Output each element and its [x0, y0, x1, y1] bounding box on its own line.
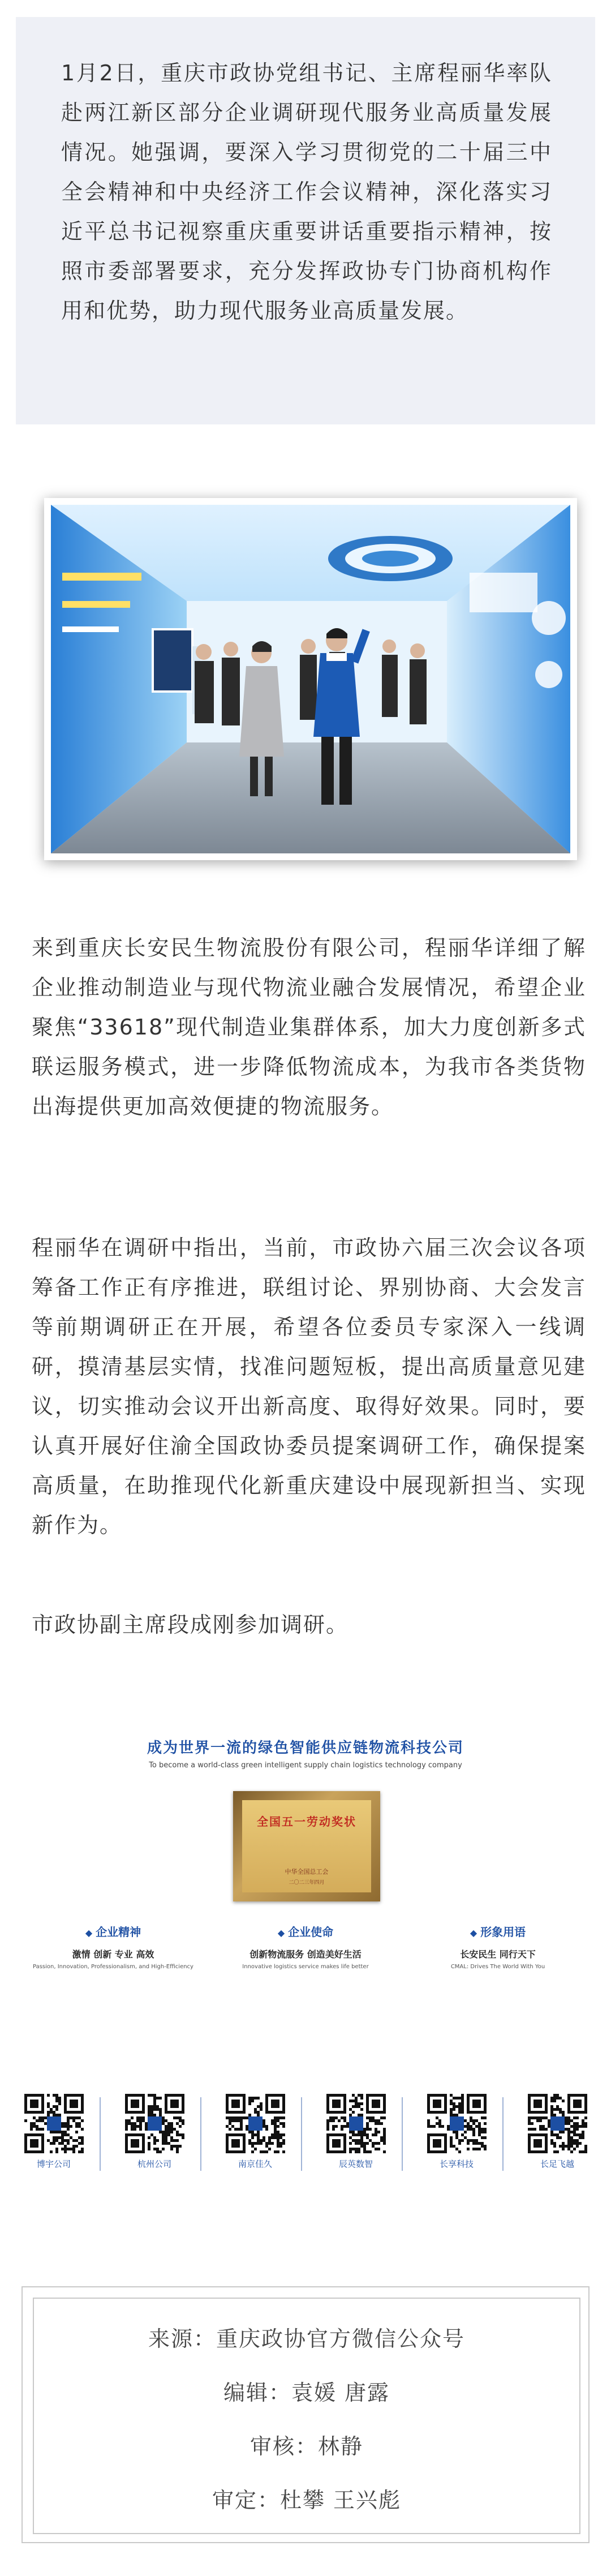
paragraph-1: 来到重庆长安民生物流股份有限公司，程丽华详细了解企业推动制造业与现代物流业融合发展情况，希望企业聚焦“33618”现代制造业集群体系，加大力度创新多式联运服务模式，进一步降低物流成本，为我市各类货物出海提供更加高效便捷的物流服务。	[32, 935, 586, 1119]
qr-code-icon[interactable]	[313, 2094, 398, 2153]
award-issuer: 中华全国总工会	[285, 1868, 329, 1875]
paragraph-3: 市政协副主席段成刚参加调研。	[32, 1612, 349, 1637]
qr-code-row	[0, 2094, 611, 2190]
qr-code-item[interactable]	[313, 2094, 398, 2170]
visit-photo	[51, 505, 570, 853]
qr-code-label: 辰英数智	[338, 2159, 373, 2169]
qr-code-item[interactable]	[515, 2094, 600, 2170]
value-title: 企业精神	[96, 1925, 141, 1939]
value-image-slogan	[396, 1923, 600, 1970]
qr-code-item[interactable]	[213, 2094, 298, 2170]
company-slogan-en: To become a world-class green intelligent supply chain logistics technology company	[149, 1761, 462, 1770]
value-spirit	[11, 1923, 215, 1970]
value-main: 激情 创新 专业 高效	[72, 1949, 154, 1960]
value-sub: Passion, Innovation, Professionalism, and High-Efficiency	[33, 1964, 193, 1970]
qr-code-label: 博宇公司	[36, 2159, 71, 2169]
award-title: 全国五一劳动奖状	[257, 1815, 356, 1828]
qr-code-label: 南京佳久	[238, 2159, 272, 2169]
qr-code-icon[interactable]	[213, 2094, 298, 2153]
company-banner	[0, 1715, 611, 1998]
diamond-icon: ◆	[470, 1927, 477, 1938]
value-sub: CMAL: Drives The World With You	[450, 1964, 545, 1970]
credit-editor: 编辑：袁媛 唐露	[223, 2380, 390, 2405]
value-title: 企业使命	[288, 1925, 334, 1939]
credit-reviewer: 审核：林静	[249, 2434, 363, 2459]
qr-code-icon[interactable]	[414, 2094, 499, 2153]
award-date: 二〇二三年四月	[289, 1880, 325, 1886]
photo-frame	[44, 498, 577, 860]
value-sub: Innovative logistics service makes life better	[242, 1964, 369, 1970]
credit-source: 来源：重庆政协官方微信公众号	[148, 2326, 465, 2351]
qr-code-label: 长享科技	[439, 2159, 474, 2169]
qr-code-item[interactable]	[11, 2094, 96, 2170]
diamond-icon: ◆	[277, 1927, 285, 1938]
qr-code-icon[interactable]	[515, 2094, 600, 2153]
credits-box	[21, 2286, 590, 2543]
value-title: 形象用语	[480, 1925, 526, 1939]
credit-approver: 审定：杜攀 王兴彪	[212, 2488, 402, 2513]
qr-code-item[interactable]	[414, 2094, 499, 2170]
value-main: 长安民生 同行天下	[460, 1949, 536, 1960]
qr-code-icon[interactable]	[11, 2094, 96, 2153]
value-main: 创新物流服务 创造美好生活	[249, 1949, 362, 1960]
qr-code-label: 长足飞越	[540, 2159, 574, 2169]
qr-code-item[interactable]	[112, 2094, 197, 2170]
award-plaque	[233, 1791, 380, 1901]
qr-code-label: 杭州公司	[137, 2159, 171, 2169]
diamond-icon: ◆	[85, 1927, 93, 1938]
intro-text: 1月2日，重庆市政协党组书记、主席程丽华率队赴两江新区部分企业调研现代服务业高质量发展情况。她强调，要深入学习贯彻党的二十届三中全会精神和中央经济工作会议精神，深化落实习近平总书记视察重庆重要讲话重要指示精神，按照市委部署要求，充分发挥政协专门协商机构作用和优势，助力现代服务业高质量发展。	[61, 61, 552, 323]
value-mission	[204, 1923, 407, 1970]
intro-box	[16, 17, 595, 424]
paragraph-2: 程丽华在调研中指出，当前，市政协六届三次会议各项筹备工作正有序推进，联组讨论、界别协商、大会发言等前期调研正在开展，希望各位委员专家深入一线调研，摸清基层实情，找准问题短板，提出高质量意见建议，切实推动会议开出新高度、取得好效果。同时，要认真开展好住渝全国政协委员提案调研工作，确保提案高质量，在助推现代化新重庆建设中展现新担当、实现新作为。	[32, 1235, 586, 1538]
company-slogan-cn: 成为世界一流的绿色智能供应链物流科技公司	[147, 1740, 464, 1757]
qr-code-icon[interactable]	[112, 2094, 197, 2153]
